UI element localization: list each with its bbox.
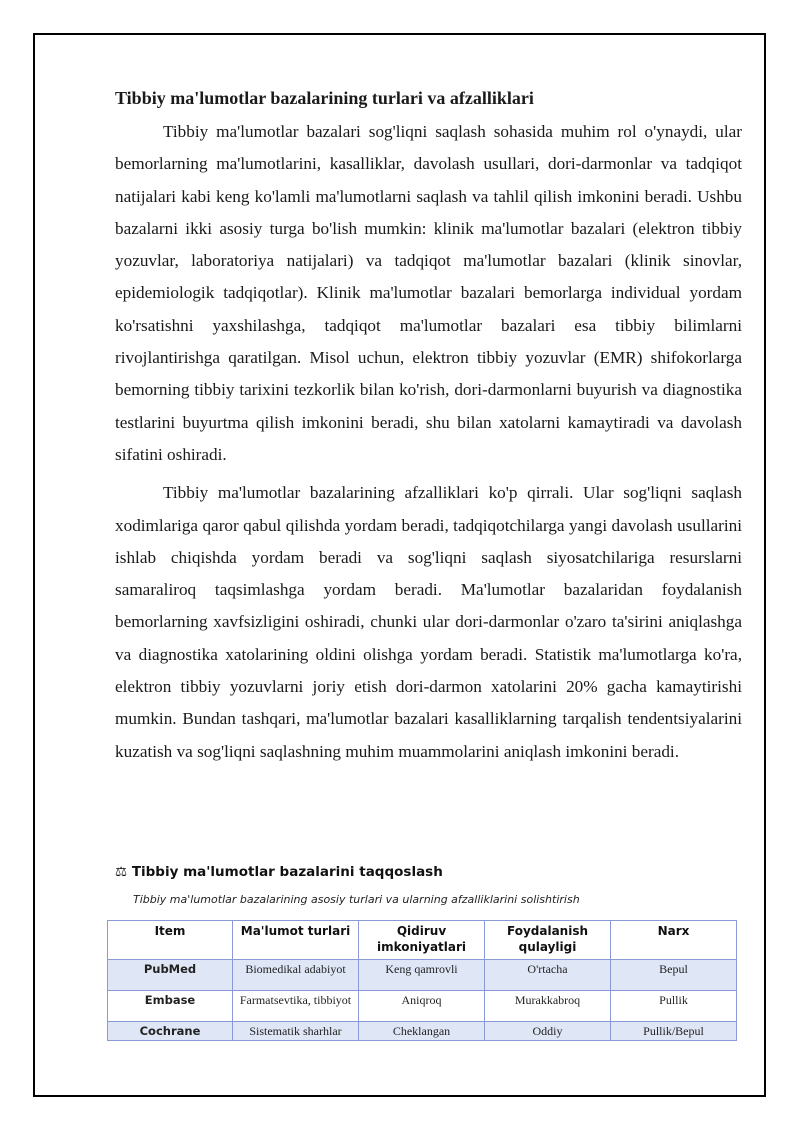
header-data-types: Ma'lumot turlari xyxy=(233,921,359,960)
header-search: Qidiruv imkoniyatlari xyxy=(359,921,485,960)
table-cell: Aniqroq xyxy=(359,991,485,1022)
table-cell: PubMed xyxy=(108,960,233,991)
table-row xyxy=(108,1022,737,1041)
table-title-text: Tibbiy ma'lumotlar bazalarini taqqoslash xyxy=(131,864,443,880)
table-row xyxy=(108,960,737,991)
table-cell: Cochrane xyxy=(108,1022,233,1041)
header-item: Item xyxy=(108,921,233,960)
table-cell: Oddiy xyxy=(485,1022,611,1041)
comparison-table xyxy=(107,920,737,1041)
table-row xyxy=(108,991,737,1022)
table-cell: Sistematik sharhlar xyxy=(233,1022,359,1041)
table-cell: Pullik/Bepul xyxy=(611,1022,737,1041)
paragraph-types: Tibbiy ma'lumotlar bazalari sog'liqni saqlash sohasida muhim rol o'ynaydi, ular bemorlarning ma'lumotlarini, kasalliklar, davolash usullari, dori-darmonlar va tadqiqot natijalari kabi keng ko'lamli ma'lumotlarni saqlash va tahlil qilish imkonini beradi. Ushbu bazalarni ikki asosiy turga bo'lish mumkin: klinik ma'lumotlar bazalari (elektron tibbiy yozuvlar, laboratoriya natijalari) va tadqiqot ma'lumotlar bazalari (klinik sinovlar, epidemiologik tadqiqotlar). Klinik ma'lumotlar bazalari bemorlarga individual yordam ko'rsatishni yaxshilashga, tadqiqot ma'lumotlar bazalari esa tibbiy bilimlarni rivojlantirishga qaratilgan. Misol uchun, elektron tibbiy yozuvlar (EMR) shifokorlarga bemorning tibbiy tarixini tezkorlik bilan ko'rish, dori-darmonlarni buyurish va diagnostika testlarini buyurtma qilish imkonini beradi, shu bilan xatolarni kamaytiradi va davolash sifatini oshiradi. xyxy=(115,122,742,464)
table-cell: Bepul xyxy=(611,960,737,991)
table-title xyxy=(115,864,443,880)
balance-scale-icon: ⚖ xyxy=(115,864,128,880)
table-cell: Biomedikal adabiyot xyxy=(233,960,359,991)
document-body xyxy=(115,84,742,774)
table-cell: O'rtacha xyxy=(485,960,611,991)
table-cell: Cheklangan xyxy=(359,1022,485,1041)
header-price: Narx xyxy=(611,921,737,960)
paragraph-advantages: Tibbiy ma'lumotlar bazalarining afzalliklari ko'p qirrali. Ular sog'liqni saqlash xodimlariga qaror qabul qilishda yordam beradi, tadqiqotchilarga yangi davolash usullarini ishlab chiqishda yordam beradi va sog'liqni saqlash siyosatchilariga resurslarni samaraliroq taqsimlashga yordam beradi. Ma'lumotlar bazalaridan foydalanish bemorlarning xavfsizligini oshiradi, chunki ular dori-darmonlar o'zaro ta'sirini aniqlashga va diagnostika xatolarining oldini olishga yordam beradi. Statistik ma'lumotlarga ko'ra, elektron tibbiy yozuvlarni joriy etish dori-darmon xatolarini 20% gacha kamaytirishi mumkin. Bundan tashqari, ma'lumotlar bazalari kasalliklarning tarqalish tendentsiyalarini kuzatish va sog'liqni saqlashning muhim muammolarini aniqlash imkonini beradi. xyxy=(115,483,742,761)
table-caption: Tibbiy ma'lumotlar bazalarining asosiy turlari va ularning afzalliklarini solishtirish xyxy=(133,893,580,906)
section-heading: Tibbiy ma'lumotlar bazalarining turlari va afzalliklari xyxy=(115,88,534,108)
table-cell: Keng qamrovli xyxy=(359,960,485,991)
table-cell: Pullik xyxy=(611,991,737,1022)
table-cell: Farmatsevtika, tibbiyot xyxy=(233,991,359,1022)
header-usability: Foydalanish qulayligi xyxy=(485,921,611,960)
table-cell: Murakkabroq xyxy=(485,991,611,1022)
table-header-row xyxy=(108,921,737,960)
table-cell: Embase xyxy=(108,991,233,1022)
